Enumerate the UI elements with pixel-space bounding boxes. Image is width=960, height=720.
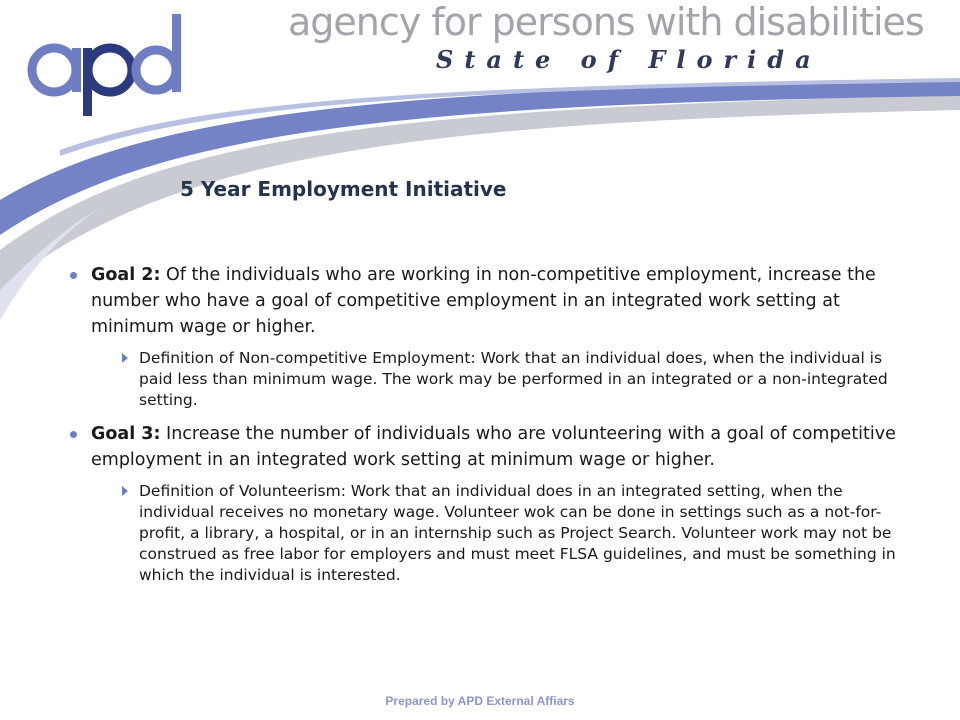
goal-2-text: Of the individuals who are working in non-competitive employment, increase the number who have a goal of competitive employment in an integrated work setting at minimum wage or higher. <box>91 265 876 337</box>
goal-3-definition <box>66 481 914 586</box>
footer-credit: Prepared by APD External Affiars <box>385 694 575 708</box>
goal-3-label: Goal 3: <box>91 424 161 444</box>
apd-logo <box>22 8 182 118</box>
goal-2-label: Goal 2: <box>91 265 161 285</box>
bullet-icon <box>70 272 77 279</box>
arrow-bullet-icon <box>122 353 128 363</box>
slide-content <box>66 262 926 596</box>
goal-2-definition-text: Definition of Non-competitive Employment: Work that an individual does, when the individual is paid less than minimum wage. The work may be performed in an integrated or a non-integrated setting. <box>139 349 888 409</box>
goal-3 <box>66 421 926 473</box>
goal-2 <box>66 262 926 340</box>
bullet-icon <box>70 431 77 438</box>
goal-3-definition-text: Definition of Volunteerism: Work that an individual does in an integrated setting, when the individual receives no monetary wage. Volunteer wok can be done in settings such as a not-for-profit, a library, a hospital, or in an internship such as Project Search. Volunteer work may not be construed as free labor for employers and must meet FLSA guidelines, and must be something in which the individual is interested. <box>139 482 896 584</box>
arrow-bullet-icon <box>122 486 128 496</box>
agency-name: agency for persons with disabilities <box>288 0 924 44</box>
state-name: State of Florida <box>436 45 822 74</box>
goal-3-text: Increase the number of individuals who are volunteering with a goal of competitive employment in an integrated work setting at minimum wage or higher. <box>91 424 896 470</box>
goal-2-definition <box>66 348 914 411</box>
slide-title: 5 Year Employment Initiative <box>180 177 507 201</box>
